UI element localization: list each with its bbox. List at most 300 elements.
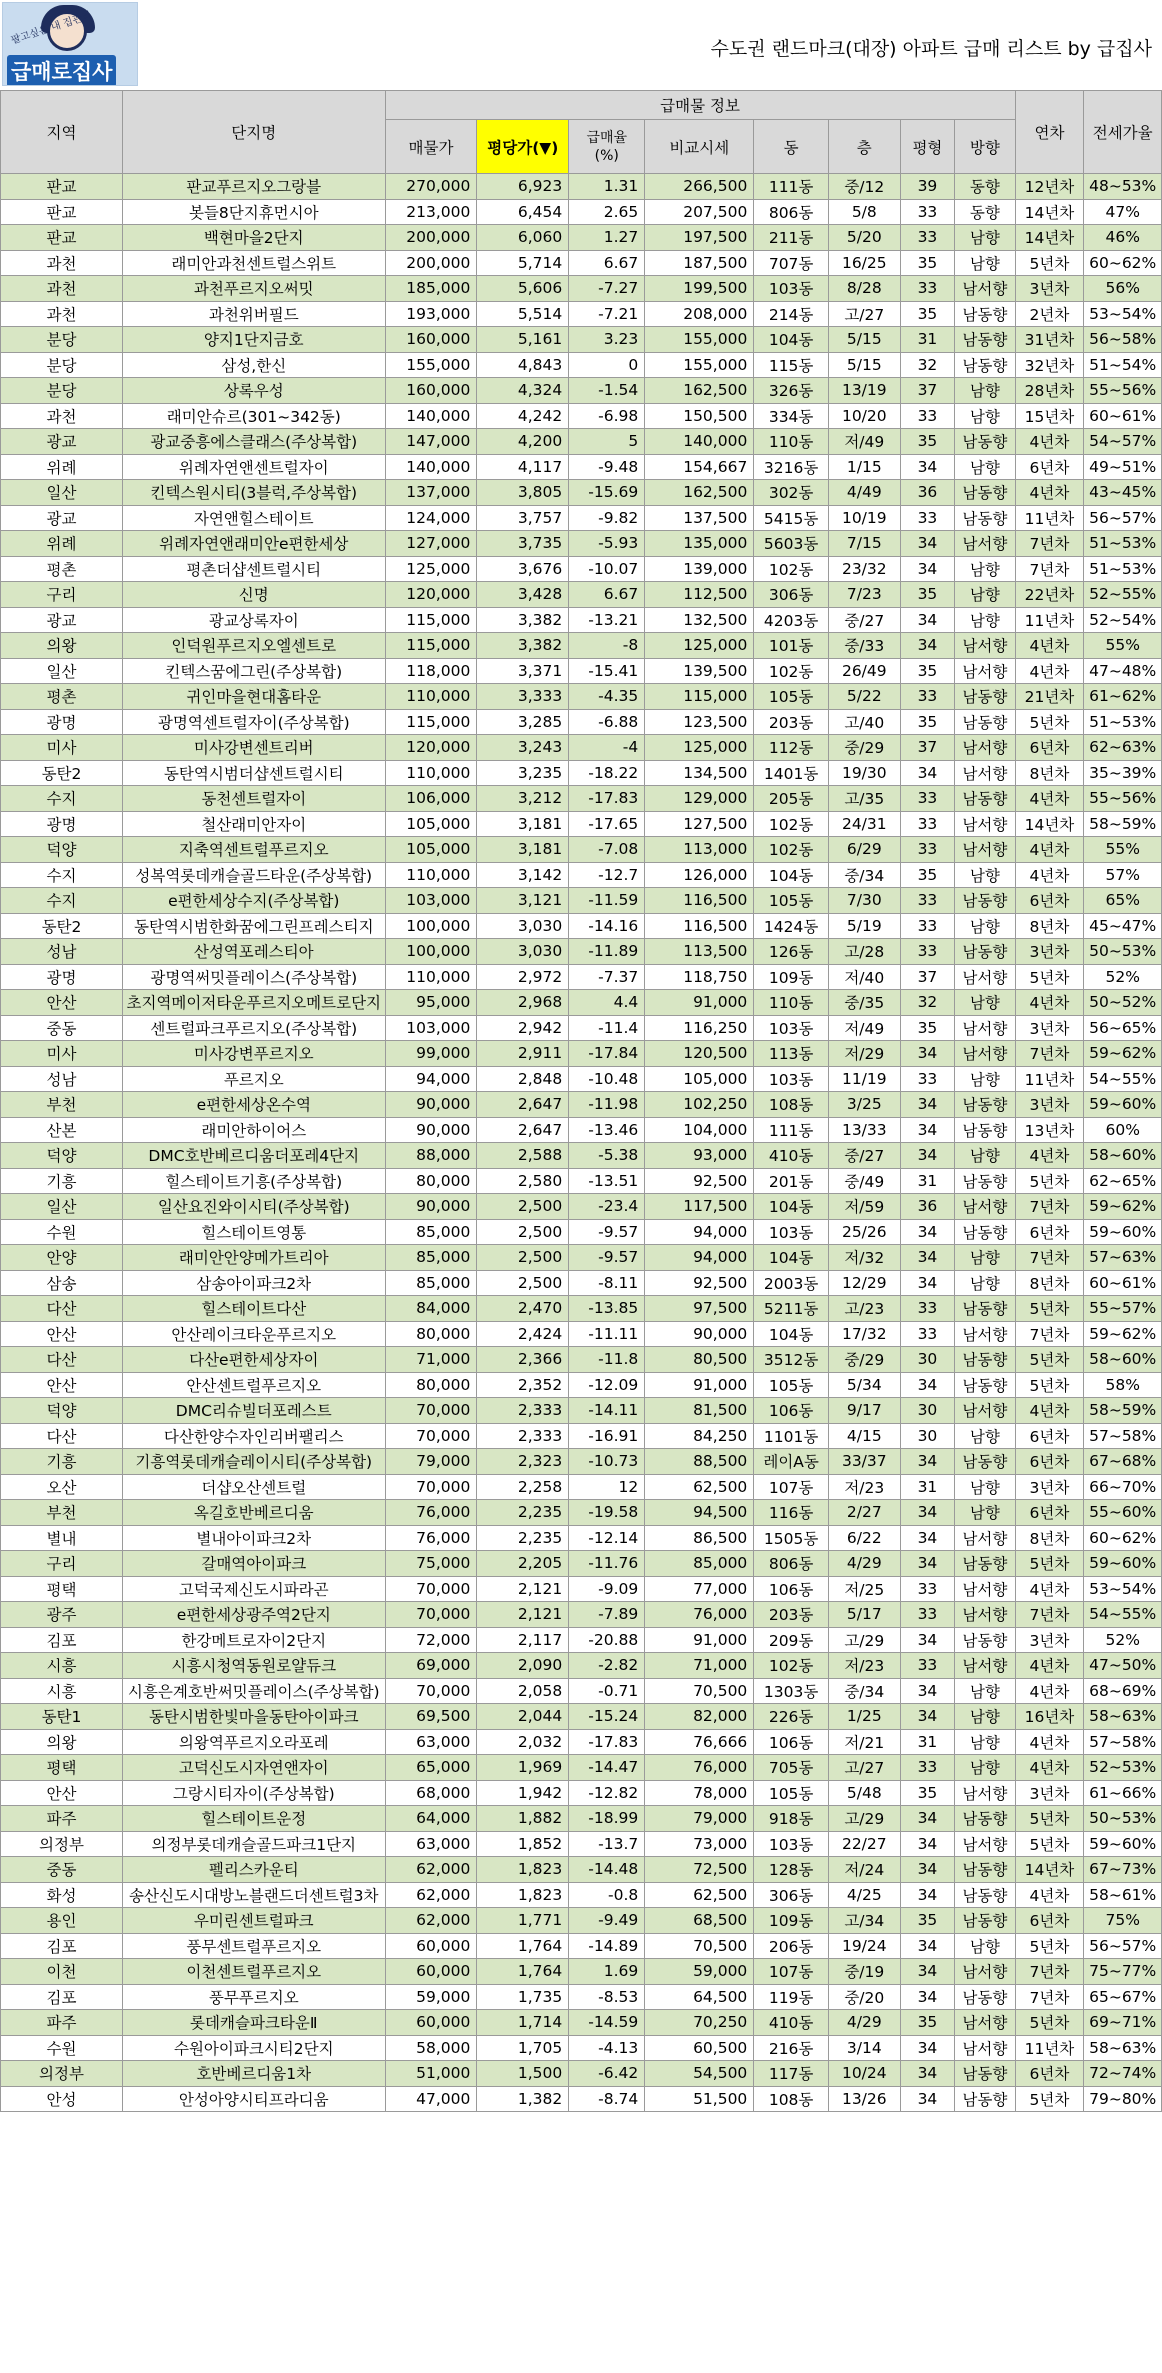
table-row[interactable] <box>1 276 1162 302</box>
table-row[interactable] <box>1 1423 1162 1449</box>
cell-floor: 6/29 <box>828 837 900 863</box>
cell-compare: 93,000 <box>645 1143 754 1169</box>
header-price[interactable]: 매물가 <box>385 120 477 174</box>
cell-drop-rate: -6.42 <box>569 2061 645 2087</box>
cell-complex: 안산레이크타운푸르지오 <box>122 1321 385 1347</box>
table-row[interactable] <box>1 1092 1162 1118</box>
cell-compare: 113,500 <box>645 939 754 965</box>
table-row[interactable] <box>1 1933 1162 1959</box>
cell-age: 14년차 <box>1015 199 1084 225</box>
header-region[interactable]: 지역 <box>1 91 123 174</box>
table-row[interactable] <box>1 939 1162 965</box>
table-row[interactable] <box>1 2035 1162 2061</box>
cell-floor: 중/12 <box>828 174 900 200</box>
header-pyeong[interactable]: 평형 <box>900 120 955 174</box>
table-row[interactable] <box>1 327 1162 353</box>
cell-pyeong: 34 <box>900 2086 955 2112</box>
cell-pyeong: 34 <box>900 1678 955 1704</box>
table-row[interactable] <box>1 1296 1162 1322</box>
cell-pyeong: 34 <box>900 1219 955 1245</box>
cell-jeonse: 51~54% <box>1084 352 1162 378</box>
table-row[interactable] <box>1 556 1162 582</box>
table-row[interactable] <box>1 531 1162 557</box>
table-row[interactable] <box>1 378 1162 404</box>
cell-direction: 남서향 <box>955 1015 1015 1041</box>
cell-floor: 13/19 <box>828 378 900 404</box>
cell-price: 63,000 <box>385 1831 477 1857</box>
cell-direction: 남향 <box>955 862 1015 888</box>
cell-age: 6년차 <box>1015 454 1084 480</box>
cell-jeonse: 57~58% <box>1084 1423 1162 1449</box>
cell-per-pyeong: 3,142 <box>477 862 569 888</box>
header-floor[interactable]: 층 <box>828 120 900 174</box>
cell-price: 95,000 <box>385 990 477 1016</box>
cell-complex: 양지1단지금호 <box>122 327 385 353</box>
cell-jeonse: 56~58% <box>1084 327 1162 353</box>
cell-region: 과천 <box>1 276 123 302</box>
cell-direction: 남서향 <box>955 1653 1015 1679</box>
header-age[interactable]: 연차 <box>1015 91 1084 174</box>
cell-complex: 과천위버필드 <box>122 301 385 327</box>
table-row[interactable] <box>1 225 1162 251</box>
cell-compare: 84,250 <box>645 1423 754 1449</box>
cell-age: 4년차 <box>1015 786 1084 812</box>
cell-pyeong: 33 <box>900 913 955 939</box>
cell-price: 90,000 <box>385 1194 477 1220</box>
cell-direction: 남서향 <box>955 1041 1015 1067</box>
cell-pyeong: 34 <box>900 1806 955 1832</box>
table-row[interactable] <box>1 735 1162 761</box>
cell-price: 62,000 <box>385 1857 477 1883</box>
cell-dong: 112동 <box>754 735 829 761</box>
cell-region: 일산 <box>1 1194 123 1220</box>
table-row[interactable] <box>1 1525 1162 1551</box>
table-row[interactable] <box>1 1831 1162 1857</box>
cell-drop-rate: -13.51 <box>569 1168 645 1194</box>
cell-pyeong: 35 <box>900 1780 955 1806</box>
cell-compare: 140,000 <box>645 429 754 455</box>
cell-pyeong: 34 <box>900 1500 955 1526</box>
cell-region: 부천 <box>1 1500 123 1526</box>
cell-per-pyeong: 4,242 <box>477 403 569 429</box>
cell-direction: 남서향 <box>955 1602 1015 1628</box>
table-row[interactable] <box>1 1959 1162 1985</box>
cell-region: 광교 <box>1 505 123 531</box>
cell-drop-rate: -11.89 <box>569 939 645 965</box>
cell-jeonse: 50~53% <box>1084 939 1162 965</box>
table-row[interactable] <box>1 1882 1162 1908</box>
table-row[interactable] <box>1 1194 1162 1220</box>
table-row[interactable] <box>1 403 1162 429</box>
cell-age: 2년차 <box>1015 301 1084 327</box>
cell-drop-rate: -17.83 <box>569 1729 645 1755</box>
cell-drop-rate: -9.48 <box>569 454 645 480</box>
cell-direction: 남향 <box>955 1678 1015 1704</box>
cell-drop-rate: -9.09 <box>569 1576 645 1602</box>
table-row[interactable] <box>1 2086 1162 2112</box>
cell-per-pyeong: 2,333 <box>477 1423 569 1449</box>
cell-floor: 9/17 <box>828 1398 900 1424</box>
cell-dong: 306동 <box>754 582 829 608</box>
cell-jeonse: 59~60% <box>1084 1551 1162 1577</box>
table-row[interactable] <box>1 888 1162 914</box>
table-row[interactable] <box>1 1398 1162 1424</box>
cell-dong: 1401동 <box>754 760 829 786</box>
cell-complex: 별내아이파크2차 <box>122 1525 385 1551</box>
cell-dong: 302동 <box>754 480 829 506</box>
cell-age: 4년차 <box>1015 1755 1084 1781</box>
cell-dong: 104동 <box>754 1245 829 1271</box>
table-row[interactable] <box>1 199 1162 225</box>
cell-price: 84,000 <box>385 1296 477 1322</box>
cell-jeonse: 69~71% <box>1084 2010 1162 2036</box>
cell-region: 시흥 <box>1 1678 123 1704</box>
cell-floor: 중/29 <box>828 1347 900 1373</box>
cell-price: 70,000 <box>385 1602 477 1628</box>
cell-per-pyeong: 2,500 <box>477 1270 569 1296</box>
cell-dong: 126동 <box>754 939 829 965</box>
table-row[interactable] <box>1 1755 1162 1781</box>
cell-per-pyeong: 2,121 <box>477 1576 569 1602</box>
cell-drop-rate: -13.21 <box>569 607 645 633</box>
cell-dong: 410동 <box>754 1143 829 1169</box>
cell-jeonse: 52~55% <box>1084 582 1162 608</box>
cell-pyeong: 34 <box>900 1143 955 1169</box>
cell-drop-rate: -10.48 <box>569 1066 645 1092</box>
table-row[interactable] <box>1 301 1162 327</box>
cell-direction: 남동향 <box>955 684 1015 710</box>
cell-compare: 81,500 <box>645 1398 754 1424</box>
cell-complex: 수원아이파크시티2단지 <box>122 2035 385 2061</box>
cell-compare: 155,000 <box>645 327 754 353</box>
cell-price: 75,000 <box>385 1551 477 1577</box>
cell-complex: 시흥은계호반써밋플레이스(주상복합) <box>122 1678 385 1704</box>
cell-compare: 162,500 <box>645 480 754 506</box>
cell-region: 분당 <box>1 352 123 378</box>
cell-complex: 동천센트럴자이 <box>122 786 385 812</box>
cell-price: 68,000 <box>385 1780 477 1806</box>
cell-jeonse: 58~60% <box>1084 1143 1162 1169</box>
cell-dong: 110동 <box>754 429 829 455</box>
table-row[interactable] <box>1 1678 1162 1704</box>
cell-region: 별내 <box>1 1525 123 1551</box>
cell-pyeong: 34 <box>900 1704 955 1730</box>
cell-floor: 10/20 <box>828 403 900 429</box>
cell-pyeong: 37 <box>900 964 955 990</box>
cell-dong: 117동 <box>754 2061 829 2087</box>
cell-compare: 116,500 <box>645 888 754 914</box>
table-row[interactable] <box>1 1500 1162 1526</box>
cell-compare: 116,250 <box>645 1015 754 1041</box>
cell-age: 5년차 <box>1015 964 1084 990</box>
cell-drop-rate: -11.59 <box>569 888 645 914</box>
cell-pyeong: 34 <box>900 1959 955 1985</box>
table-row[interactable] <box>1 1729 1162 1755</box>
cell-jeonse: 54~57% <box>1084 429 1162 455</box>
table-row[interactable] <box>1 480 1162 506</box>
header-jeonse[interactable]: 전세가율 <box>1084 91 1162 174</box>
table-row[interactable] <box>1 760 1162 786</box>
cell-price: 64,000 <box>385 1806 477 1832</box>
cell-floor: 저/23 <box>828 1474 900 1500</box>
cell-jeonse: 59~62% <box>1084 1194 1162 1220</box>
cell-region: 의왕 <box>1 633 123 659</box>
cell-dong: 103동 <box>754 1219 829 1245</box>
table-row[interactable] <box>1 505 1162 531</box>
cell-complex: 킨텍스원시티(3블럭,주상복합) <box>122 480 385 506</box>
cell-jeonse: 45~47% <box>1084 913 1162 939</box>
table-row[interactable] <box>1 1143 1162 1169</box>
cell-age: 5년차 <box>1015 1347 1084 1373</box>
table-row[interactable] <box>1 1780 1162 1806</box>
table-row[interactable] <box>1 352 1162 378</box>
table-row[interactable] <box>1 658 1162 684</box>
cell-price: 105,000 <box>385 837 477 863</box>
cell-compare: 94,500 <box>645 1500 754 1526</box>
header-compare[interactable]: 비교시세 <box>645 120 754 174</box>
cell-region: 동탄2 <box>1 760 123 786</box>
cell-region: 다산 <box>1 1423 123 1449</box>
table-row[interactable] <box>1 2061 1162 2087</box>
cell-age: 6년차 <box>1015 1423 1084 1449</box>
table-row[interactable] <box>1 1117 1162 1143</box>
cell-pyeong: 33 <box>900 1066 955 1092</box>
cell-per-pyeong: 2,424 <box>477 1321 569 1347</box>
cell-age: 7년차 <box>1015 531 1084 557</box>
brand-logo[interactable] <box>2 2 138 86</box>
cell-price: 80,000 <box>385 1321 477 1347</box>
table-row[interactable] <box>1 837 1162 863</box>
table-row[interactable] <box>1 454 1162 480</box>
cell-drop-rate: -6.98 <box>569 403 645 429</box>
header-dong[interactable]: 동 <box>754 120 829 174</box>
table-row[interactable] <box>1 1270 1162 1296</box>
cell-complex: e편한세상광주역2단지 <box>122 1602 385 1628</box>
table-row[interactable] <box>1 633 1162 659</box>
cell-region: 다산 <box>1 1296 123 1322</box>
table-row[interactable] <box>1 1347 1162 1373</box>
cell-per-pyeong: 1,969 <box>477 1755 569 1781</box>
table-row[interactable] <box>1 1576 1162 1602</box>
cell-age: 4년차 <box>1015 1398 1084 1424</box>
cell-age: 4년차 <box>1015 480 1084 506</box>
table-row[interactable] <box>1 1704 1162 1730</box>
cell-compare: 129,000 <box>645 786 754 812</box>
cell-complex: 킨텍스꿈에그린(주상복합) <box>122 658 385 684</box>
cell-pyeong: 30 <box>900 1423 955 1449</box>
table-row[interactable] <box>1 1474 1162 1500</box>
cell-age: 3년차 <box>1015 1780 1084 1806</box>
table-row[interactable] <box>1 1602 1162 1628</box>
cell-region: 분당 <box>1 378 123 404</box>
cell-age: 6년차 <box>1015 1500 1084 1526</box>
cell-complex: 지축역센트럴푸르지오 <box>122 837 385 863</box>
table-row[interactable] <box>1 786 1162 812</box>
cell-price: 200,000 <box>385 225 477 251</box>
cell-price: 47,000 <box>385 2086 477 2112</box>
cell-direction: 남동향 <box>955 1296 1015 1322</box>
table-row[interactable] <box>1 250 1162 276</box>
cell-floor: 중/49 <box>828 1168 900 1194</box>
cell-complex: 롯데캐슬파크타운Ⅱ <box>122 2010 385 2036</box>
cell-jeonse: 79~80% <box>1084 2086 1162 2112</box>
cell-direction: 남동향 <box>955 1372 1015 1398</box>
cell-per-pyeong: 1,771 <box>477 1908 569 1934</box>
cell-floor: 중/29 <box>828 735 900 761</box>
cell-age: 4년차 <box>1015 1576 1084 1602</box>
cell-jeonse: 59~60% <box>1084 1831 1162 1857</box>
cell-drop-rate: -4.13 <box>569 2035 645 2061</box>
cell-age: 5년차 <box>1015 1168 1084 1194</box>
table-row[interactable] <box>1 964 1162 990</box>
table-row[interactable] <box>1 1245 1162 1271</box>
table-row[interactable] <box>1 1321 1162 1347</box>
cell-pyeong: 35 <box>900 250 955 276</box>
page-title: 수도권 랜드마크(대장) 아파트 급매 리스트 by 급집사 <box>710 38 1152 60</box>
cell-complex: 호반베르디움1차 <box>122 2061 385 2087</box>
cell-direction: 남동향 <box>955 429 1015 455</box>
cell-pyeong: 34 <box>900 531 955 557</box>
cell-price: 51,000 <box>385 2061 477 2087</box>
cell-pyeong: 33 <box>900 403 955 429</box>
cell-complex: 고덕국제신도시파라곤 <box>122 1576 385 1602</box>
cell-price: 213,000 <box>385 199 477 225</box>
cell-dong: 103동 <box>754 276 829 302</box>
cell-complex: 옥길호반베르디움 <box>122 1500 385 1526</box>
cell-pyeong: 31 <box>900 1474 955 1500</box>
header-drop-rate[interactable]: 급매율 (%) <box>569 120 645 174</box>
cell-direction: 남동향 <box>955 1092 1015 1118</box>
table-row[interactable] <box>1 709 1162 735</box>
cell-jeonse: 58% <box>1084 1372 1162 1398</box>
table-row[interactable] <box>1 1219 1162 1245</box>
cell-age: 14년차 <box>1015 1857 1084 1883</box>
table-row[interactable] <box>1 2010 1162 2036</box>
cell-per-pyeong: 3,805 <box>477 480 569 506</box>
table-row[interactable] <box>1 1551 1162 1577</box>
table-row[interactable] <box>1 1041 1162 1067</box>
cell-direction: 남동향 <box>955 1908 1015 1934</box>
cell-age: 5년차 <box>1015 2086 1084 2112</box>
cell-dong: 5415동 <box>754 505 829 531</box>
cell-price: 124,000 <box>385 505 477 531</box>
cell-floor: 33/37 <box>828 1449 900 1475</box>
cell-compare: 112,500 <box>645 582 754 608</box>
header-complex[interactable]: 단지명 <box>122 91 385 174</box>
cell-per-pyeong: 6,454 <box>477 199 569 225</box>
cell-price: 160,000 <box>385 327 477 353</box>
table-row[interactable] <box>1 990 1162 1016</box>
table-row[interactable] <box>1 1627 1162 1653</box>
cell-floor: 중/34 <box>828 862 900 888</box>
cell-drop-rate: 12 <box>569 1474 645 1500</box>
cell-drop-rate: -5.38 <box>569 1143 645 1169</box>
cell-age: 15년차 <box>1015 403 1084 429</box>
table-row[interactable] <box>1 1806 1162 1832</box>
table-row[interactable] <box>1 1449 1162 1475</box>
cell-per-pyeong: 2,044 <box>477 1704 569 1730</box>
table-row[interactable] <box>1 1857 1162 1883</box>
table-row[interactable] <box>1 811 1162 837</box>
table-row[interactable] <box>1 582 1162 608</box>
table-row[interactable] <box>1 1015 1162 1041</box>
cell-complex: 힐스테이트다산 <box>122 1296 385 1322</box>
cell-direction: 남서향 <box>955 276 1015 302</box>
cell-floor: 저/40 <box>828 964 900 990</box>
cell-dong: 119동 <box>754 1984 829 2010</box>
table-row[interactable] <box>1 1984 1162 2010</box>
cell-dong: 107동 <box>754 1474 829 1500</box>
cell-per-pyeong: 2,500 <box>477 1219 569 1245</box>
cell-drop-rate: -9.49 <box>569 1908 645 1934</box>
table-row[interactable] <box>1 913 1162 939</box>
cell-dong: 104동 <box>754 862 829 888</box>
table-row[interactable] <box>1 684 1162 710</box>
cell-complex: 시흥시청역동원로얄듀크 <box>122 1653 385 1679</box>
cell-per-pyeong: 4,117 <box>477 454 569 480</box>
cell-dong: 410동 <box>754 2010 829 2036</box>
table-row[interactable] <box>1 862 1162 888</box>
cell-jeonse: 57% <box>1084 862 1162 888</box>
cell-direction: 남동향 <box>955 1168 1015 1194</box>
table-row[interactable] <box>1 174 1162 200</box>
table-row[interactable] <box>1 1066 1162 1092</box>
table-row[interactable] <box>1 1372 1162 1398</box>
cell-price: 147,000 <box>385 429 477 455</box>
cell-complex: 래미안슈르(301~342동) <box>122 403 385 429</box>
listing-table <box>0 90 1162 2112</box>
cell-compare: 266,500 <box>645 174 754 200</box>
cell-direction: 남서향 <box>955 735 1015 761</box>
table-row[interactable] <box>1 1908 1162 1934</box>
cell-compare: 94,000 <box>645 1245 754 1271</box>
cell-jeonse: 53~54% <box>1084 1576 1162 1602</box>
cell-price: 69,500 <box>385 1704 477 1730</box>
cell-region: 안산 <box>1 1321 123 1347</box>
cell-floor: 4/15 <box>828 1423 900 1449</box>
cell-price: 110,000 <box>385 964 477 990</box>
cell-jeonse: 62~63% <box>1084 735 1162 761</box>
header-direction[interactable]: 방향 <box>955 120 1015 174</box>
cell-age: 5년차 <box>1015 1372 1084 1398</box>
cell-compare: 135,000 <box>645 531 754 557</box>
cell-price: 71,000 <box>385 1347 477 1373</box>
cell-complex: 광교중흥에스클래스(주상복합) <box>122 429 385 455</box>
table-row[interactable] <box>1 1653 1162 1679</box>
cell-complex: 산성역포레스티아 <box>122 939 385 965</box>
cell-pyeong: 33 <box>900 939 955 965</box>
cell-complex: 위례자연앤센트럴자이 <box>122 454 385 480</box>
header-per-pyeong-sorted[interactable]: 평당가(▼) <box>477 120 569 174</box>
cell-floor: 고/29 <box>828 1806 900 1832</box>
cell-age: 4년차 <box>1015 837 1084 863</box>
table-row[interactable] <box>1 1168 1162 1194</box>
cell-compare: 91,000 <box>645 1627 754 1653</box>
cell-dong: 918동 <box>754 1806 829 1832</box>
cell-jeonse: 75% <box>1084 1908 1162 1934</box>
cell-complex: 안성아양시티프라디움 <box>122 2086 385 2112</box>
cell-age: 28년차 <box>1015 378 1084 404</box>
table-row[interactable] <box>1 429 1162 455</box>
cell-floor: 5/15 <box>828 327 900 353</box>
cell-floor: 5/17 <box>828 1602 900 1628</box>
cell-per-pyeong: 2,911 <box>477 1041 569 1067</box>
table-row[interactable] <box>1 607 1162 633</box>
cell-pyeong: 34 <box>900 2035 955 2061</box>
cell-pyeong: 34 <box>900 1984 955 2010</box>
cell-compare: 197,500 <box>645 225 754 251</box>
cell-dong: 104동 <box>754 1194 829 1220</box>
